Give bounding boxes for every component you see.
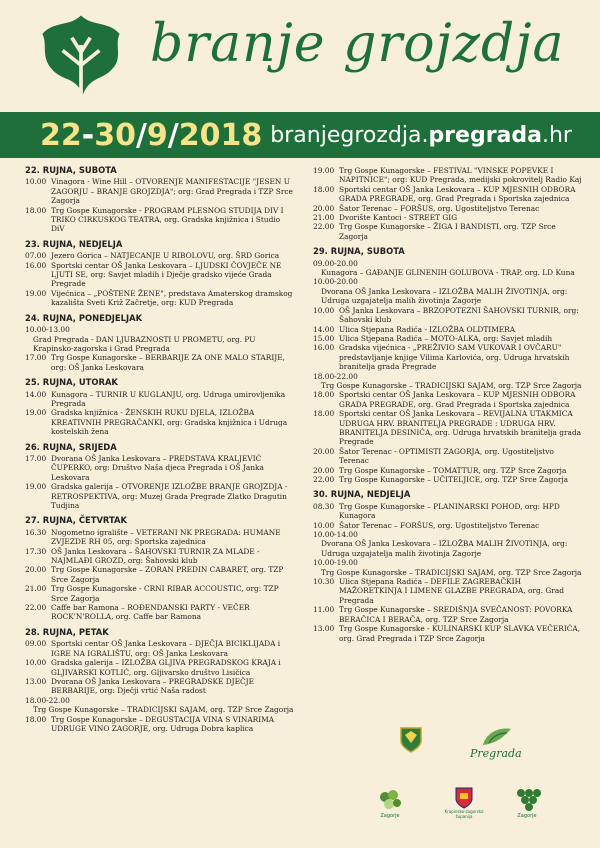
event-time: 17.00 (25, 453, 47, 463)
event-time: 18.00 (313, 409, 335, 419)
event-description: Kunagora – GAĐANJE GLINENIH GOLUBOVA - TRAP, org. LD Kuna (321, 268, 575, 278)
event-description: Vijećnica – „POŠTENE ŽENE", predstava Amaterskog dramskog kazališta Sveti Križ Začretje, org: KUD Pregrada (51, 288, 293, 308)
event-row (313, 475, 583, 484)
event-row (313, 624, 583, 643)
event-description: Šator Terenac - OPTIMISTI ZAGORJA, org. Ugostiteljstvo Terenac (339, 446, 554, 466)
event-row (25, 261, 295, 289)
event-row (313, 409, 583, 447)
event-row (25, 696, 295, 705)
event-time: 20.00 (25, 565, 47, 575)
event-description: Ulica Stjepana Radića – MOTO-ALKA, org: Savjet mladih (339, 333, 553, 343)
event-row (25, 335, 295, 354)
day-block (25, 443, 295, 511)
website-link[interactable]: branjegrozdja.pregrada.hr (270, 122, 572, 148)
program-column (313, 166, 583, 739)
day-title: 29. RUJNA, SUBOTA (313, 246, 405, 257)
event-time: 16.00 (25, 260, 47, 270)
event-time: 13.00 (313, 624, 335, 634)
event-row (25, 565, 295, 584)
event-time: 18.00 (313, 390, 335, 400)
event-time: 20.00 (313, 446, 335, 456)
event-description: Jezero Gorica – NATJECANJE U RIBOLOVU, org. ŠRD Gorica (51, 251, 280, 261)
event-time: 14.00 (25, 389, 47, 399)
event-time: 14.00 (313, 324, 335, 334)
event-time: 19.00 (313, 166, 335, 175)
event-description: Trg Gospe Kunagorske – TRADICIJSKI SAJAM, org. TZP Srce Zagorja (321, 380, 582, 390)
event-time: 20.00 (313, 203, 335, 213)
event-description: OŠ Janka Leskovara – ŠAHOVSKI TURNIR ZA MLADE - NAJMLAĐI GROZD, org: Šahovski klub (51, 546, 260, 566)
event-time: 16.00 (313, 343, 335, 353)
event-time: 13.00 (25, 676, 47, 686)
event-time: 09.00 (25, 639, 47, 649)
event-description: Sportski centar OŠ Janka Leskovara – KUP MJESNIH ODBORA GRADA PREGRADE, org. Grad Pregrada i Sportska zajednica (339, 184, 576, 204)
event-description: Vinagora - Wine Hill – OTVORENJE MANIFESTACIJE "JESEN U ZAGORJU – BRANJE GROJZDJA"; org: Grad Pregrada i TZP Srce Zagorja (51, 177, 293, 206)
event-row (25, 639, 295, 658)
event-time: 18.00-22.00 (25, 695, 70, 705)
event-description: Ulica Stjepana Radića – DEFILE ZAGREBAČKIH MAŽORETKINJA I LIMENE GLAZBE PREGRADA, org. Grad Pregrada (339, 577, 564, 605)
event-row (25, 408, 295, 436)
event-row (313, 287, 583, 306)
event-row (313, 502, 583, 521)
event-row (313, 530, 583, 539)
program-column (25, 166, 295, 739)
coat-of-arms-icon (400, 727, 422, 753)
event-row (25, 454, 295, 482)
grape-leaf-logo-icon (35, 10, 127, 102)
day-block (25, 240, 295, 308)
event-time: 19.00 (25, 288, 47, 298)
event-row (313, 605, 583, 624)
event-row (25, 251, 295, 260)
pregrada-logo: Pregrada (470, 725, 522, 760)
county-shield-icon (455, 787, 473, 809)
event-description: Trg Gospe Kunagorske - KULINARSKI KUP SLAVKA VEČERIĆA, org. Grad Pregrada i TZP Srce Zagorja (339, 624, 581, 643)
header (0, 0, 600, 115)
event-description: Trg Gospe Kunagorske – TOMATTUR, org. TZP Srce Zagorja (339, 465, 567, 475)
event-description: Grad Pregrada - DAN LJUBAZNOSTI U PROMETU, org. PU Krapinsko-zagorska i Grad Pregrada (33, 334, 256, 353)
event-time: 19.00 (25, 408, 47, 418)
event-row (313, 372, 583, 381)
event-description: Sportski centar OŠ Janka Leskovara – DJEČJA BICIKLIJADA i IGRE NA IGRALIŠTU, org: OŠ Janka Leskovara (51, 639, 281, 658)
day-title: 28. RUJNA, PETAK (25, 626, 109, 637)
event-description: Gradska knjižnica - ŽENSKIH RUKU DJELA, IZLOŽBA KREATIVNIH PREGRAČANKI, org: Gradska knjižnica i Udruga kostelskih žena (51, 408, 288, 437)
event-row (313, 343, 583, 371)
event-row (25, 584, 295, 603)
event-time: 22.00 (25, 603, 47, 613)
event-description: Trg Gospe Kunagorske – ŽIGA I BANDISTI, org. TZP Srce Zagorja (339, 222, 556, 241)
event-time: 18.00 (313, 184, 335, 194)
day-title: 27. RUJNA, ČETVRTAK (25, 515, 128, 526)
page-title: branje grojzdja (150, 14, 565, 74)
event-description: Trg Gospe Kunagorske – SREDIŠNJA SVEČANOST: POVORKA BERAČICA I BERAČA, org. TZP Srce Zagorja (339, 605, 573, 624)
zagorje-logo: Zagorje (375, 787, 405, 819)
event-time: 10.00 (25, 658, 47, 668)
event-description: Šator Terenac – FORŠUS, org. Ugostiteljstvo Terenac (339, 203, 540, 213)
pregrada-leaf-icon (479, 725, 513, 747)
event-time: 11.00 (313, 605, 335, 615)
event-time: 18.00 (25, 205, 47, 215)
county-logo: Krapinsko-zagorska županija (442, 787, 486, 819)
event-row (313, 185, 583, 204)
sponsor-logos (370, 725, 570, 835)
event-time: 15.00 (313, 333, 335, 343)
event-description: Gradska vijećnica - „PREŽIVIO SAM VUKOVAR I OVČARU" predstavljanje knjige Vilima Karlovića, org. Udruga hrvatskih branitelja grada Pregrade (339, 343, 570, 372)
event-description: Trg Gospe Kunagorske – UČITELJICE, org. TZP Srce Zagorja (339, 475, 569, 484)
event-row (313, 447, 583, 466)
event-description: Trg Gospe Kunagorske – ZORAN PREDIN CABARET, org. TZP Srce Zagorja (51, 565, 284, 584)
event-description: Sportski centar OŠ Janka Leskovara – KUP MJESNIH ODBORA GRADA PREGRADE, org. Grad Pregrada i Sportska zajednica (339, 390, 576, 409)
grapes-icon (375, 787, 405, 813)
event-time (25, 335, 33, 354)
event-description: OŠ Janka Leskovara – BRZOPOTEZNI ŠAHOVSKI TURNIR, org: Šahovski klub (339, 305, 579, 325)
event-description: Sportski centar OŠ Janka Leskovara – REVIJALNA UTAKMICA UDRUGA HRV. BRANITELJA PREGRADE : UDRUGA HRV. BRANITELJA DESINIĆA, org. Udruga hrvatskih branitelja grada Pregrade (339, 409, 582, 447)
event-row (313, 558, 583, 567)
event-row (25, 603, 295, 622)
event-description: Trg Gospe Kunagorske – BERBARIJE ZA ONE MALO STARIJE, org: OŠ Janka Leskovara (51, 353, 285, 372)
event-row (313, 306, 583, 325)
event-time: 07.00 (25, 251, 47, 261)
event-row (313, 539, 583, 558)
event-row (313, 334, 583, 343)
event-dates: 22-30/9/2018 (40, 117, 263, 153)
event-time: 18.00-22.00 (313, 371, 358, 381)
event-description: Ulica Stjepana Radića - IZLOŽBA OLDTIMERA (339, 324, 516, 334)
event-time: 08.30 (313, 501, 335, 511)
date-band (0, 112, 600, 158)
event-description: Šator Terenac – FORŠUS, org. Ugostiteljstvo Terenac (339, 520, 540, 530)
day-title: 30. RUJNA, NEDJELJA (313, 489, 411, 500)
event-time: 10.30 (313, 577, 335, 587)
event-time: 10.00-13.00 (25, 325, 70, 335)
event-description: Nogometno igralište – VETERANI NK PREGRADA: HUMANE ZVJEZDE RH 05, org: Sportska zajednica (51, 527, 281, 547)
event-description: Trg Gospe Kunagorske - PROGRAM PLESNOG STUDIJA DIV I TRIKO CIRKUSKOG TEATRA, org. Gradska knjižnica i Studio DiV (51, 205, 284, 234)
event-description: Gradska galerija – OTVORENJE IZLOŽBE BRANJE GROJZDJA - RETROSPEKTIVA, org: Muzej Grada Pregrade Zlatko Dragutin Tudjina (51, 482, 288, 510)
event-time: 21.00 (25, 584, 47, 594)
event-time (313, 268, 321, 277)
event-time: 10.00-14.00 (313, 530, 358, 540)
event-row (25, 705, 295, 714)
event-row (313, 268, 583, 277)
event-description: Trg Gospe Kunagorske – FESTIVAL "VINSKE POPEVKE I NAPITNICE"; org: KUD Pregrada, medijski pokrovitelj Radio Kaj (339, 166, 582, 185)
event-row (313, 166, 583, 185)
event-row (313, 568, 583, 577)
event-description: Kunagora – TURNIR U KUGLANJU, org. Udruga umirovljenika Pregrada (51, 389, 286, 408)
event-description: Dvorana OŠ Janka Leskovara – IZLOŽBA MALIH ŽIVOTINJA, org: Udruga uzgajatelja malih životinja Zagorje (321, 539, 568, 558)
county-crest (400, 727, 422, 753)
event-time: 19.00 (25, 482, 47, 492)
day-title: 22. RUJNA, SUBOTA (25, 165, 117, 175)
day-block (25, 166, 295, 234)
event-description: Dvorana OŠ Janka Leskovara – IZLOŽBA MALIH ŽIVOTINJA, org: Udruga uzgajatelja malih životinja Zagorje (321, 286, 568, 306)
event-description: Caffe bar Ramona – ROĐENDANSKI PARTY - VEČER ROCK'N'ROLLA, org. Caffe bar Ramona (51, 603, 250, 622)
day-block (25, 314, 295, 372)
event-time: 10.00 (313, 520, 335, 530)
event-row (25, 482, 295, 510)
day-title: 24. RUJNA, PONEDJELJAK (25, 312, 143, 323)
grape-cluster-icon (512, 785, 542, 813)
day-title: 25. RUJNA, UTORAK (25, 377, 118, 388)
event-time: 18.00 (25, 714, 47, 724)
event-time: 10.00 (25, 177, 47, 187)
program-columns (25, 166, 585, 739)
event-row (313, 325, 583, 334)
event-row (313, 259, 583, 268)
event-row (25, 547, 295, 566)
event-row (25, 390, 295, 409)
event-row (313, 381, 583, 390)
event-description: Trg Gospe Kunagorske – TRADICIJSKI SAJAM, org. TZP Srce Zagorja (33, 705, 294, 715)
day-block (313, 247, 583, 484)
event-description: Gradska galerija – IZLOŽBA GLJIVA PREGRADSKOG KRAJA i GLJIVARSKI KOTLIĆ, org. Gljivarsko društvo Lisičica (51, 658, 281, 677)
day-block (25, 628, 295, 733)
day-title: 23. RUJNA, NEDJELJA (25, 238, 123, 249)
day-title: 26. RUJNA, SRIJEDA (25, 441, 117, 452)
event-row (313, 521, 583, 530)
day-block (25, 378, 295, 436)
event-description: Dvorište Kantoci - STREET GIG (339, 213, 458, 223)
event-time: 17.30 (25, 546, 47, 556)
event-time: 10.00-20.00 (313, 277, 358, 287)
event-time (313, 568, 321, 577)
event-row (25, 177, 295, 205)
event-time: 22.00 (313, 222, 335, 232)
event-description: Trg Gospe Kunagorske – TRADICIJSKI SAJAM, org. TZP Srce Zagorja (321, 567, 582, 577)
event-row (313, 577, 583, 605)
event-row (25, 715, 295, 734)
event-row (25, 289, 295, 308)
event-row (25, 206, 295, 234)
event-time: 20.00 (313, 465, 335, 475)
event-time (313, 287, 321, 306)
event-row (25, 325, 295, 334)
event-row (25, 658, 295, 677)
zagorje-grapes-logo: Zagorje (512, 785, 542, 819)
event-row (25, 353, 295, 372)
event-row (313, 204, 583, 213)
event-row (313, 222, 583, 241)
event-time: 10.00 (313, 305, 335, 315)
event-time: 22.00 (313, 475, 335, 484)
event-row (25, 677, 295, 696)
event-row (313, 213, 583, 222)
day-block (25, 516, 295, 621)
event-description: Trg Gospe Kunagorske – DEGUSTACIJA VINA S VINARIMA UDRUGE VINO ZAGORJE, org. Udruga Dobra kaplica (51, 714, 275, 733)
event-row (313, 466, 583, 475)
event-time: 16.30 (25, 527, 47, 537)
event-time: 21.00 (313, 213, 335, 223)
event-row (25, 528, 295, 547)
event-row (313, 390, 583, 409)
event-description: Dvorana OŠ Janka Leskovara – PREGRADSKE DJEČJE BERBARIJE, org: Dječji vrtić Naša radost (51, 676, 255, 696)
event-description: Trg Gospe Kunagorske - CRNI RIBAR ACCOUSTIC, org: TZP Srce Zagorja (51, 584, 279, 603)
event-time (313, 381, 321, 390)
event-time: 10.00-19.00 (313, 558, 358, 568)
event-time: 09.00-20.00 (313, 258, 358, 268)
event-description: Dvorana OŠ Janka Leskovara – PREDSTAVA KRALJEVIĆ ČUPERKO, org: Društvo Naša djeca Pregrada i OŠ Janka Leskovara (51, 453, 264, 482)
event-time (25, 705, 33, 714)
event-description: Trg Gospe Kunagorske – PLANINARSKI POHOD, org: HPD Kunagora (339, 501, 560, 521)
day-block (313, 490, 583, 643)
event-row (313, 277, 583, 286)
event-time: 17.00 (25, 353, 47, 363)
event-description: Sportski centar OŠ Janka Leskovara – LJUDSKI ČOVJEČE NE LJUTI SE, org: Savjet mladih i Dječje gradsko vijeće Grada Pregrade (51, 260, 282, 289)
event-time (313, 539, 321, 558)
day-block (313, 166, 583, 241)
